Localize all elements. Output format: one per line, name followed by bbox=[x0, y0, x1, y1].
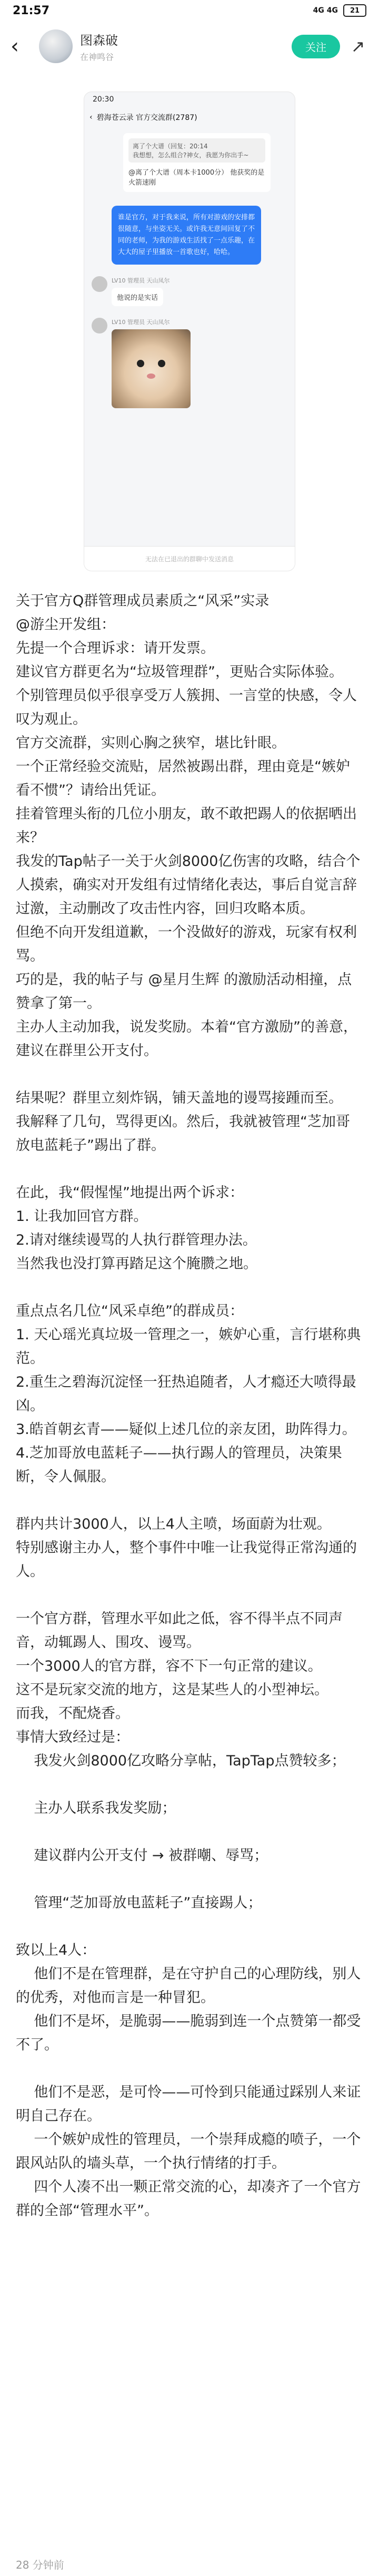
post-paragraph: 当然我也没打算再踏足这个腌臜之地。 bbox=[16, 1256, 257, 1272]
post-paragraph: 在此，我“假惺惺”地提出两个诉求： bbox=[16, 1185, 244, 1201]
post-paragraph: 我发火剑8000亿攻略分享帖，TapTap点赞较多； bbox=[16, 1753, 346, 1769]
shot-message-tag bbox=[112, 318, 191, 326]
author-subtitle: 在神鸣谷 bbox=[80, 52, 114, 62]
shot-quote-inner bbox=[128, 138, 265, 163]
post-blank-line bbox=[16, 1583, 363, 1607]
author-name[interactable]: 图森破 bbox=[80, 33, 118, 48]
post-timestamp: 28 分钟前 bbox=[16, 2559, 64, 2571]
post-paragraph: 结果呢？群里立刻炸锅，铺天盖地的谩骂接踵而至。 bbox=[16, 1090, 343, 1106]
post-paragraph: 建议群内公开支付 → 被群嘲、辱骂； bbox=[16, 1847, 268, 1864]
post-paragraph: 2.重生之碧海沉淀怪一狂热追随者，人才瘾还大喷得最凶。 bbox=[16, 1374, 356, 1414]
sticker-eye bbox=[137, 360, 144, 367]
post-blank-line bbox=[16, 1773, 363, 1796]
post-paragraph: 挂着管理头衔的几位小朋友，敢不敢把踢人的依据晒出来？ bbox=[16, 806, 357, 846]
post-paragraph: 一个嫉妒成性的管理员，一个崇拜成瘾的喷子，一个跟风站队的墙头草，一个执行情绪的打手。 bbox=[16, 2131, 361, 2171]
screenshot-image[interactable] bbox=[84, 92, 295, 571]
status-indicators bbox=[313, 4, 366, 17]
post-paragraph: 官方交流群，实则心胸之狭窄，堪比针眼。 bbox=[16, 735, 286, 751]
shot-blue-bubble: 谁是官方，对于我来说，所有对游戏的安排都很随意，与坐姿无关。或许我无意间回复了不同的老师，为我的游戏生活找了一点乐趣，在大大的屋子里播放一首歌也好，哈哈。 bbox=[112, 206, 261, 265]
post-header bbox=[0, 21, 379, 72]
post-blank-line bbox=[16, 1867, 363, 1891]
shot-message-row bbox=[92, 318, 287, 408]
shot-back-icon: ‹ bbox=[89, 113, 93, 122]
post-paragraph: 巧的是，我的帖子与 @星月生辉 的激励活动相撞，点赞拿了第一。 bbox=[16, 972, 352, 1012]
back-icon[interactable]: ‹ bbox=[11, 34, 19, 58]
post-paragraph: 2.请对继续谩骂的人执行群管理办法。 bbox=[16, 1232, 257, 1248]
author-meta bbox=[80, 30, 284, 63]
post-paragraph: 建议官方群更名为“垃圾管理群”，更贴合实际体验。 bbox=[16, 664, 343, 680]
shot-chat-body bbox=[84, 128, 295, 413]
shot-message-row bbox=[92, 276, 287, 306]
shot-tag-text: LV10 管理员 天山凤尔 bbox=[112, 277, 170, 285]
status-time: 21:57 bbox=[13, 4, 50, 17]
post-paragraph: 群内共计3000人，以上4人主喷，场面蔚为壮观。 bbox=[16, 1516, 331, 1532]
shot-quote-reply: @离了个大谱（周本卡1000分） 他获奖的是火箭速刚 bbox=[128, 169, 265, 187]
post-paragraph: 1. 让我加回官方群。 bbox=[16, 1208, 148, 1225]
post-paragraph: 个别管理员似乎很享受万人簇拥、一言堂的快感，令人叹为观止。 bbox=[16, 688, 357, 728]
post-paragraph: 他们不是在管理群，是在守护自己的心理防线，别人的优秀，对他而言是一种冒犯。 bbox=[16, 1966, 361, 2006]
post-paragraph: 四个人凑不出一颗正常交流的心，却凑齐了一个官方群的全部“管理水平”。 bbox=[16, 2179, 361, 2219]
status-bar bbox=[0, 0, 379, 21]
shot-message-tag bbox=[112, 276, 169, 285]
shot-status-bar bbox=[84, 92, 295, 107]
post-blank-line bbox=[16, 1489, 363, 1512]
post-paragraph: 关于官方Q群管理成员素质之“风采”实录 bbox=[16, 593, 270, 609]
shot-avatar bbox=[92, 276, 107, 292]
post-paragraph: 主办人主动加我，说发奖励。本着“官方激励”的善意，建议在群里公开支付。 bbox=[16, 1019, 357, 1059]
post-blank-line bbox=[16, 1157, 363, 1181]
shot-chat-header bbox=[84, 107, 295, 128]
post-paragraph: 他们不是坏，是脆弱——脆弱到连一个点赞第一都受不了。 bbox=[16, 2013, 361, 2053]
post-paragraph: @游尘开发组： bbox=[16, 617, 115, 633]
post-blank-line bbox=[16, 1063, 363, 1086]
shot-time: 20:30 bbox=[93, 95, 114, 104]
post-paragraph: 4.芝加哥放电蓝耗子——执行踢人的管理员，决策果断，令人佩服。 bbox=[16, 1445, 342, 1485]
shot-group-title: 碧海苍云录 官方交流群(2787) bbox=[96, 114, 197, 122]
shot-quote-bubble bbox=[123, 133, 271, 192]
post-paragraph: 他们不是恶，是可怜——可怜到只能通过踩别人来证明自己存在。 bbox=[16, 2084, 361, 2124]
shot-quote-header: 离了个大谱（回复：20:14 bbox=[133, 143, 208, 150]
sticker-eye bbox=[158, 360, 165, 367]
shot-quote-body: 我想想，怎么组合?神女，我愿为你出手~ bbox=[133, 151, 249, 159]
shot-tag-text: LV10 管理员 天山凤尔 bbox=[112, 319, 170, 326]
post-paragraph: 一个正常经验交流贴，居然被踢出群，理由竟是“嫉妒看不惯”？请给出凭证。 bbox=[16, 759, 350, 799]
post-paragraph: 一个3000人的官方群，容不下一句正常的建议。 bbox=[16, 1658, 322, 1674]
post-body bbox=[16, 589, 363, 2223]
signal-icon: 4G 4G bbox=[313, 6, 338, 15]
post-paragraph: 重点点名几位“风采卓绝”的群成员： bbox=[16, 1303, 244, 1319]
post-paragraph: 这不是玩家交流的地方，这是某些人的小型神坛。 bbox=[16, 1682, 328, 1698]
post-paragraph: 一个官方群，管理水平如此之低，容不得半点不同声音，动辄踢人、围攻、谩骂。 bbox=[16, 1611, 343, 1651]
shot-input-hint: 无法在已退出的群聊中发送消息 bbox=[84, 546, 295, 571]
post-blank-line bbox=[16, 1915, 363, 1938]
sticker-nose bbox=[147, 373, 155, 379]
post-paragraph: 管理“芝加哥放电蓝耗子”直接踢人； bbox=[16, 1895, 262, 1911]
post-blank-line bbox=[16, 1276, 363, 1299]
post-paragraph: 1. 天心瑶光真垃圾一管理之一，嫉妒心重，言行堪称典范。 bbox=[16, 1327, 361, 1367]
post-paragraph: 特别感谢主办人，整个事件中唯一让我觉得正常沟通的人。 bbox=[16, 1540, 357, 1580]
post-paragraph: 主办人联系我发奖励； bbox=[16, 1800, 176, 1816]
post-paragraph: 我发的Tap帖子一关于火剑8000亿伤害的攻略，结合个人摸索，确实对开发组有过情绪化表达，事后自觉言辞过激，主动删改了攻击性内容，回归攻略本质。 bbox=[16, 853, 361, 917]
hamster-sticker bbox=[112, 329, 191, 408]
share-icon[interactable]: ↗ bbox=[351, 36, 365, 56]
post-paragraph: 我解释了几句，骂得更凶。然后，我就被管理“芝加哥放电蓝耗子”踢出了群。 bbox=[16, 1114, 350, 1154]
battery-icon: 21 bbox=[343, 4, 366, 17]
follow-button[interactable]: 关注 bbox=[292, 35, 340, 58]
shot-message-bubble: 他说的是实话 bbox=[112, 288, 163, 306]
post-blank-line bbox=[16, 2057, 363, 2080]
post-paragraph: 3.皓首朝玄青——疑似上述几位的亲友团，助阵得力。 bbox=[16, 1421, 356, 1438]
shot-avatar bbox=[92, 318, 107, 334]
post-paragraph: 而我，不配烧香。 bbox=[16, 1705, 129, 1722]
author-avatar[interactable] bbox=[39, 29, 73, 63]
post-blank-line bbox=[16, 1820, 363, 1844]
post-paragraph: 先提一个合理诉求：请开发票。 bbox=[16, 640, 215, 656]
post-paragraph: 致以上4人： bbox=[16, 1942, 96, 1958]
post-paragraph: 但绝不向开发组道歉，一个没做好的游戏，玩家有权利骂。 bbox=[16, 924, 357, 964]
post-paragraph: 事情大致经过是： bbox=[16, 1729, 129, 1745]
